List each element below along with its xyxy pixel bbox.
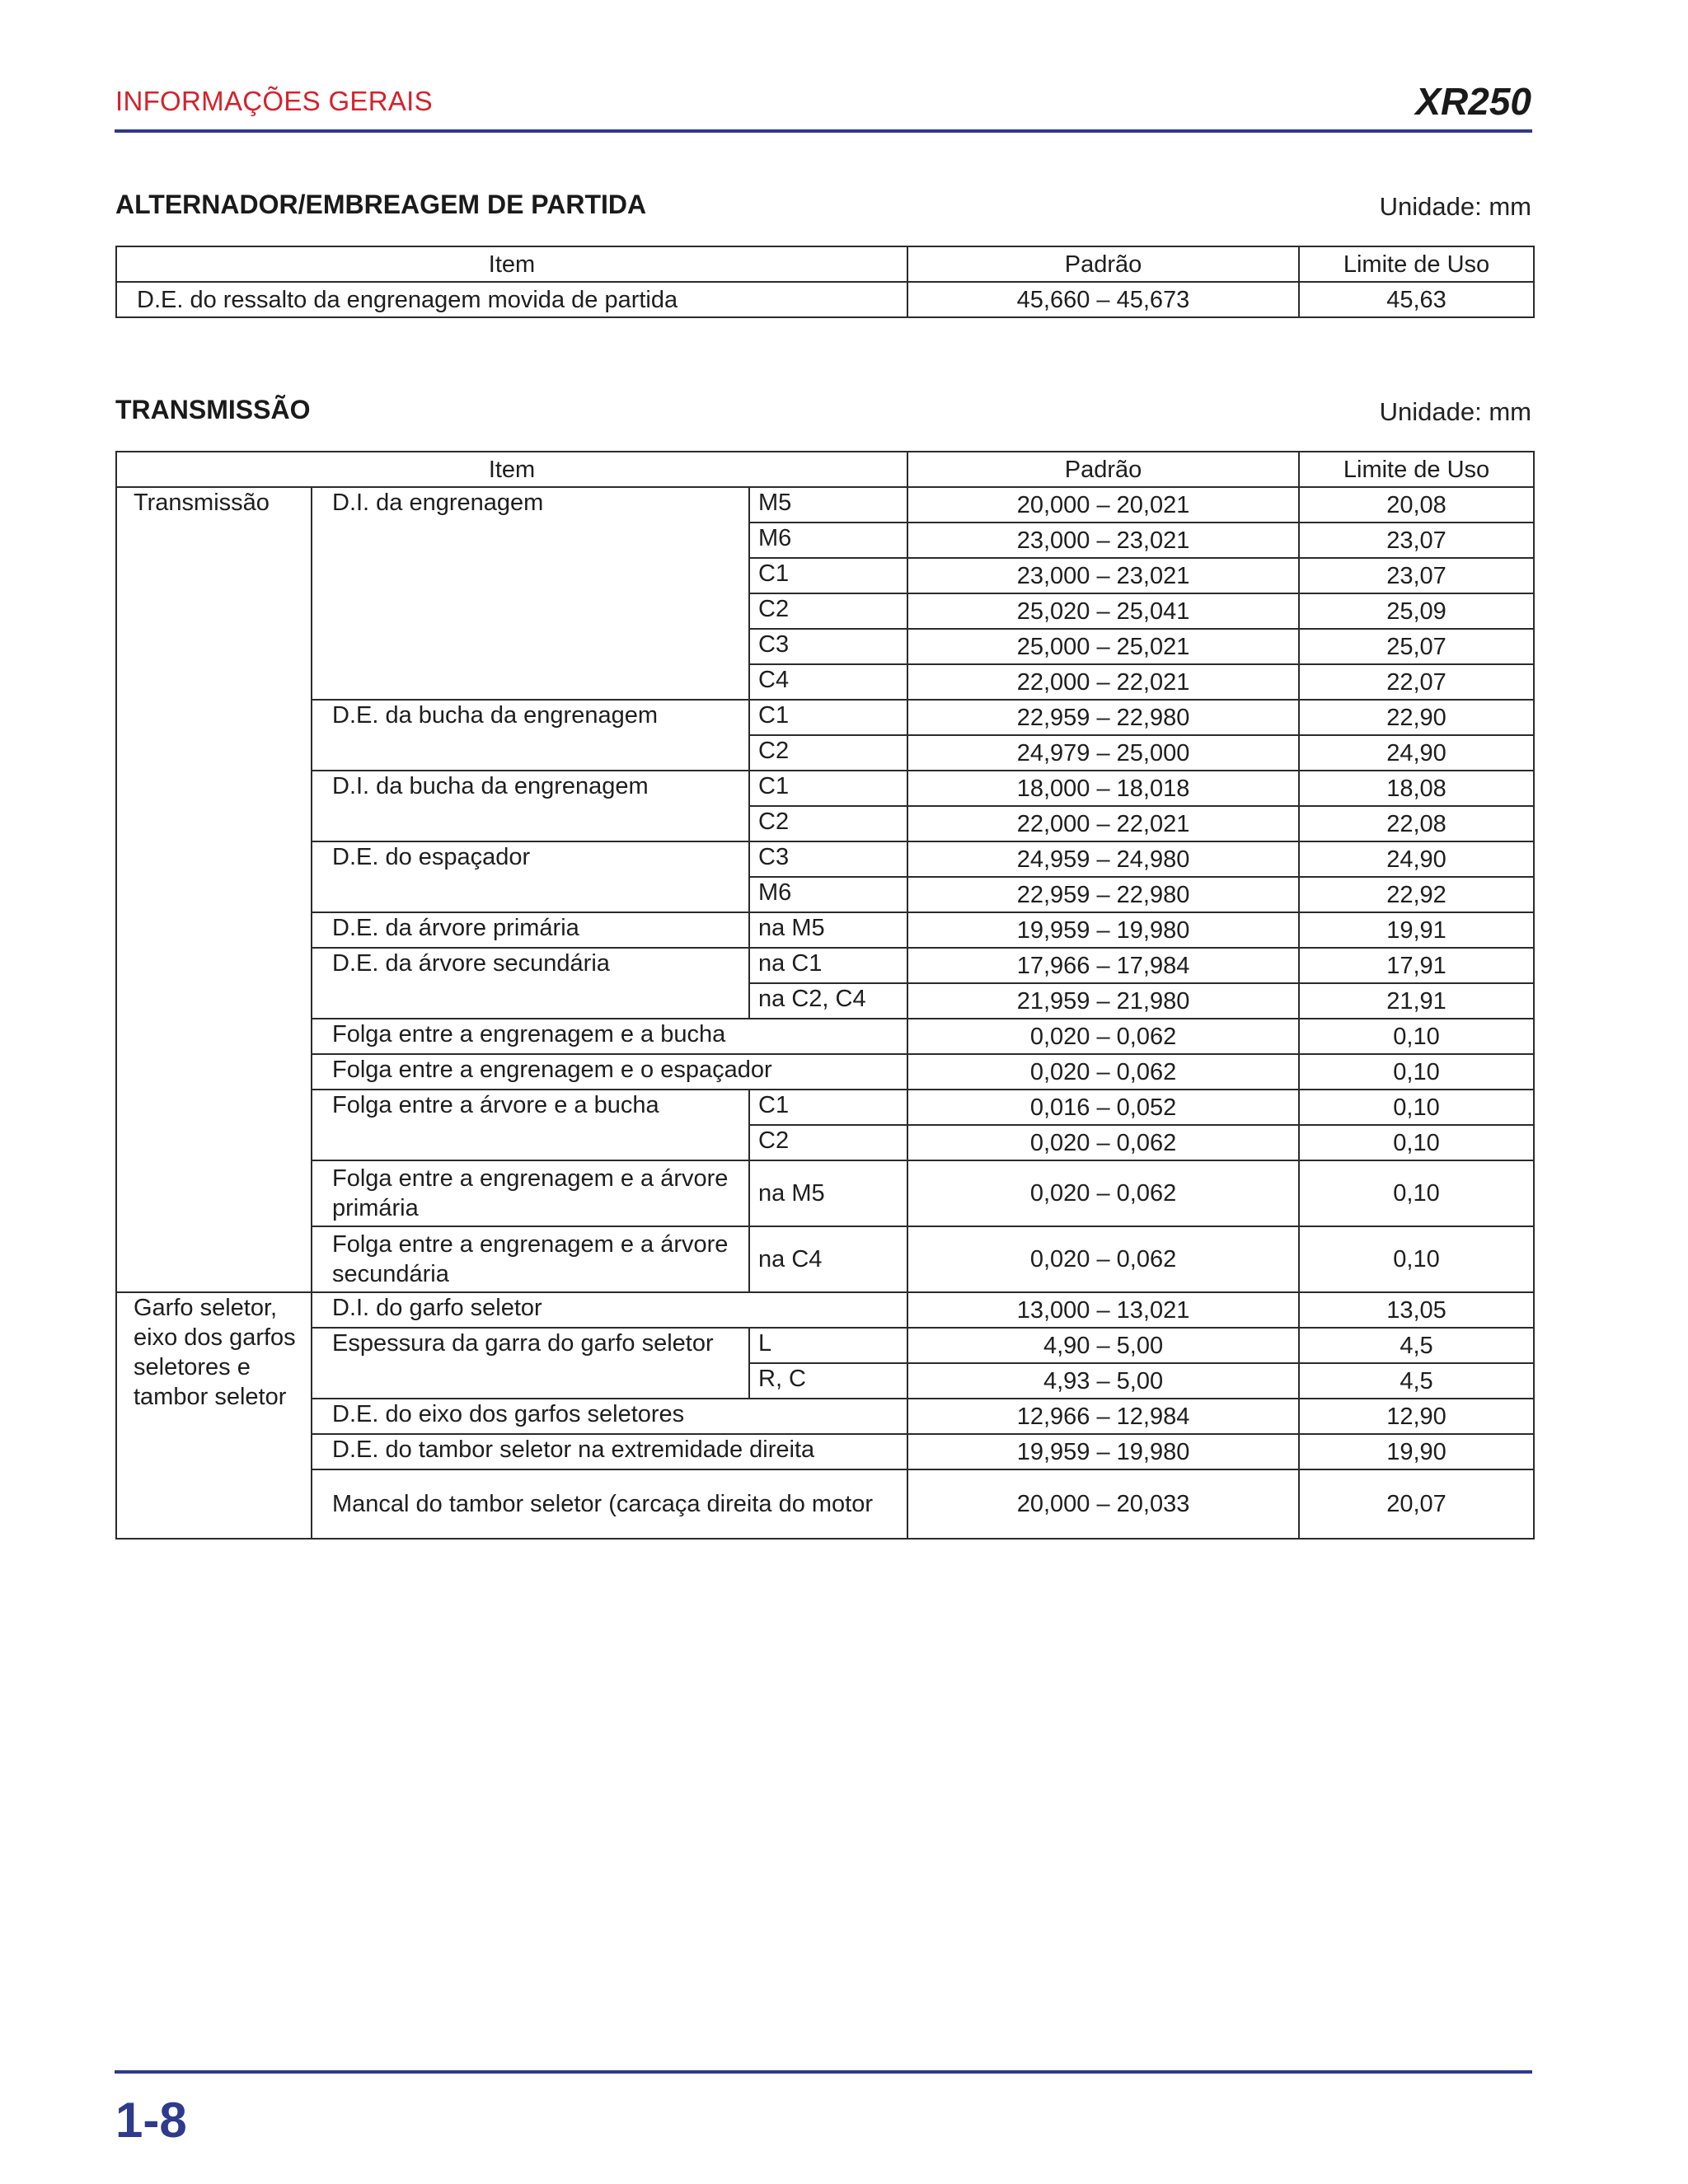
limit-cell: 21,91 [1299,983,1534,1019]
standard-cell: 22,959 – 22,980 [907,877,1299,912]
standard-cell: 0,020 – 0,062 [907,1054,1299,1090]
sub-cell: C3 [749,629,907,664]
item-cell: D.I. da engrenagem [312,487,749,700]
sub-cell: na M5 [749,1160,907,1226]
limit-cell: 17,91 [1299,948,1534,983]
table-row [116,1328,1534,1363]
limit-cell: 22,92 [1299,877,1534,912]
table-row [116,912,1534,948]
item-cell: D.E. do eixo dos garfos seletores [312,1399,907,1434]
limit-cell: 25,09 [1299,593,1534,629]
standard-cell: 4,93 – 5,00 [907,1363,1299,1399]
standard-cell: 0,016 – 0,052 [907,1090,1299,1125]
limit-cell: 45,63 [1299,282,1534,317]
table-row [116,282,1534,317]
table-header-row [116,246,1534,282]
standard-cell: 12,966 – 12,984 [907,1399,1299,1434]
limit-cell: 23,07 [1299,558,1534,593]
table-row [116,771,1534,806]
sub-cell: L [749,1328,907,1363]
item-cell: D.E. do ressalto da engrenagem movida de partida [116,282,907,317]
standard-cell: 25,020 – 25,041 [907,593,1299,629]
standard-cell: 20,000 – 20,033 [907,1469,1299,1539]
col-standard: Padrão [907,246,1299,282]
sub-cell: C2 [749,806,907,841]
sub-cell: C4 [749,664,907,700]
table-row [116,1019,1534,1054]
sub-cell: na M5 [749,912,907,948]
item-cell: Folga entre a engrenagem e a árvore secundária [312,1226,749,1292]
limit-cell: 13,05 [1299,1292,1534,1328]
sub-cell: C2 [749,593,907,629]
standard-cell: 18,000 – 18,018 [907,771,1299,806]
page-number: 1-8 [115,2093,187,2148]
standard-cell: 4,90 – 5,00 [907,1328,1299,1363]
limit-cell: 22,08 [1299,806,1534,841]
table-row [116,1399,1534,1434]
col-item: Item [116,246,907,282]
sub-cell: C2 [749,1125,907,1160]
table-row [116,1054,1534,1090]
table-row [116,1160,1534,1226]
item-cell: D.E. do espaçador [312,841,749,912]
sub-cell: R, C [749,1363,907,1399]
item-cell: Folga entre a engrenagem e a árvore primária [312,1160,749,1226]
standard-cell: 0,020 – 0,062 [907,1019,1299,1054]
sub-cell: C2 [749,735,907,771]
section-header: INFORMAÇÕES GERAIS [115,86,433,116]
item-cell: D.E. da árvore primária [312,912,749,948]
limit-cell: 20,07 [1299,1469,1534,1539]
sub-cell: M5 [749,487,907,523]
alternator-unit: Unidade: mm [1379,192,1531,221]
sub-cell: na C2, C4 [749,983,907,1019]
sub-cell: na C1 [749,948,907,983]
standard-cell: 17,966 – 17,984 [907,948,1299,983]
table-row [116,1434,1534,1469]
standard-cell: 23,000 – 23,021 [907,523,1299,558]
limit-cell: 22,90 [1299,700,1534,735]
model-title: XR250 [1415,80,1531,123]
col-limit: Limite de Uso [1299,452,1534,487]
standard-cell: 24,979 – 25,000 [907,735,1299,771]
sub-cell: M6 [749,523,907,558]
limit-cell: 24,90 [1299,841,1534,877]
item-cell: Mancal do tambor seletor (carcaça direita do motor [312,1469,907,1539]
standard-cell: 23,000 – 23,021 [907,558,1299,593]
limit-cell: 20,08 [1299,487,1534,523]
table-row [116,487,1534,523]
standard-cell: 19,959 – 19,980 [907,912,1299,948]
table-row [116,1469,1534,1539]
item-cell: D.I. da bucha da engrenagem [312,771,749,841]
limit-cell: 0,10 [1299,1019,1534,1054]
col-item: Item [116,452,907,487]
limit-cell: 0,10 [1299,1125,1534,1160]
limit-cell: 0,10 [1299,1090,1534,1125]
sub-cell: C1 [749,558,907,593]
limit-cell: 24,90 [1299,735,1534,771]
transmission-unit: Unidade: mm [1379,397,1531,426]
limit-cell: 19,90 [1299,1434,1534,1469]
limit-cell: 4,5 [1299,1363,1534,1399]
limit-cell: 19,91 [1299,912,1534,948]
standard-cell: 0,020 – 0,062 [907,1226,1299,1292]
sub-cell: M6 [749,877,907,912]
header-divider [115,129,1532,133]
sub-cell: C1 [749,700,907,735]
table-row [116,700,1534,735]
standard-cell: 45,660 – 45,673 [907,282,1299,317]
standard-cell: 22,000 – 22,021 [907,806,1299,841]
standard-cell: 21,959 – 21,980 [907,983,1299,1019]
sub-cell: C3 [749,841,907,877]
standard-cell: 25,000 – 25,021 [907,629,1299,664]
alternator-table [115,246,1535,318]
standard-cell: 0,020 – 0,062 [907,1160,1299,1226]
sub-cell: na C4 [749,1226,907,1292]
table-row [116,841,1534,877]
item-cell: Folga entre a engrenagem e a bucha [312,1019,907,1054]
limit-cell: 0,10 [1299,1160,1534,1226]
standard-cell: 22,000 – 22,021 [907,664,1299,700]
limit-cell: 22,07 [1299,664,1534,700]
standard-cell: 19,959 – 19,980 [907,1434,1299,1469]
alternator-section-title: ALTERNADOR/EMBREAGEM DE PARTIDA [115,190,647,219]
item-cell: Folga entre a engrenagem e o espaçador [312,1054,907,1090]
table-row [116,1226,1534,1292]
limit-cell: 25,07 [1299,629,1534,664]
table-row [116,1090,1534,1125]
limit-cell: 18,08 [1299,771,1534,806]
standard-cell: 24,959 – 24,980 [907,841,1299,877]
item-cell: D.E. da bucha da engrenagem [312,700,749,771]
transmission-section-title: TRANSMISSÃO [115,395,311,424]
sub-cell: C1 [749,1090,907,1125]
table-header-row [116,452,1534,487]
table-row [116,948,1534,983]
standard-cell: 20,000 – 20,021 [907,487,1299,523]
item-cell: Folga entre a árvore e a bucha [312,1090,749,1160]
col-limit: Limite de Uso [1299,246,1534,282]
item-cell: D.E. do tambor seletor na extremidade direita [312,1434,907,1469]
limit-cell: 0,10 [1299,1054,1534,1090]
transmission-table [115,451,1535,1540]
limit-cell: 0,10 [1299,1226,1534,1292]
table-row [116,1292,1534,1328]
group-cell-shift-fork: Garfo seletor, eixo dos garfos seletores e tambor seletor [116,1292,312,1539]
item-cell: D.E. da árvore secundária [312,948,749,1019]
standard-cell: 13,000 – 13,021 [907,1292,1299,1328]
standard-cell: 0,020 – 0,062 [907,1125,1299,1160]
item-cell: Espessura da garra do garfo seletor [312,1328,749,1399]
standard-cell: 22,959 – 22,980 [907,700,1299,735]
footer-divider [115,2070,1532,2074]
group-cell-transmission: Transmissão [116,487,312,1292]
limit-cell: 12,90 [1299,1399,1534,1434]
sub-cell: C1 [749,771,907,806]
item-cell: D.I. do garfo seletor [312,1292,907,1328]
limit-cell: 4,5 [1299,1328,1534,1363]
limit-cell: 23,07 [1299,523,1534,558]
col-standard: Padrão [907,452,1299,487]
